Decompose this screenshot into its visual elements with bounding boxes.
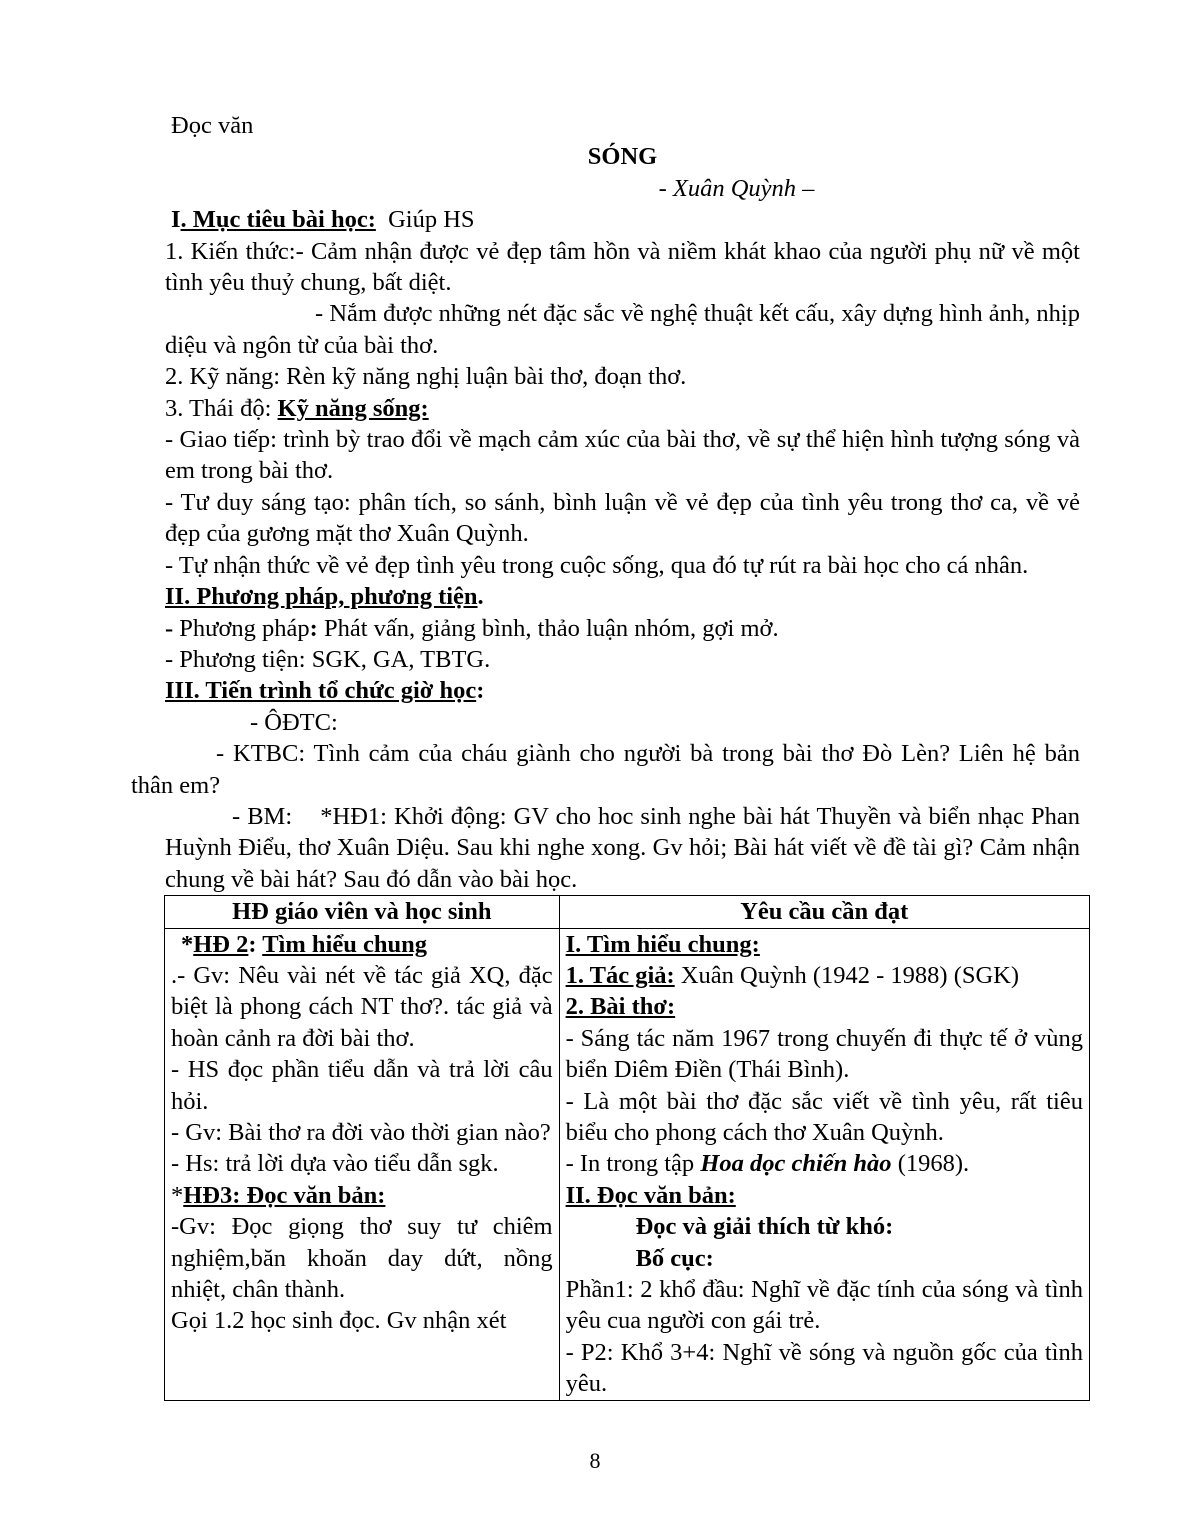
life-skill-self-awareness: - Tự nhận thức về vẻ đẹp tình yêu trong cuộc sống, qua đó tự rút ra bài học cho cá nhân. (165, 551, 1029, 579)
odtc-line: - ÔĐTC: (250, 708, 338, 736)
layout-subheading: Bố cục: (635, 1244, 714, 1272)
life-skill-creative-thinking: - Tư duy sáng tạo: phân tích, so sánh, bình luận về vẻ đẹp của tình yêu trong thơ ca, về vẻ đẹp của gương mặt thơ Xuân Quỳnh. (165, 488, 1080, 548)
section-1-heading: I. Mục tiêu bài học: Giúp HS (171, 206, 475, 234)
poem-author: - Xuân Quỳnh – (658, 174, 815, 202)
table-header-row (165, 896, 1090, 928)
requirement-line: - P2: Khổ 3+4: Nghĩ về sóng và nguồn gốc của tình yêu. (565, 1338, 1083, 1398)
activity-line: -Gv: Đọc giọng thơ suy tư chiêm nghiệm,băn khoăn day dứt, nồng nhiệt, chân thành. (171, 1213, 553, 1304)
ktbc-line: - KTBC: Tình cảm của cháu giành cho người bà trong bài thơ Đò Lèn? Liên hệ bản thân em? (131, 740, 1080, 799)
col-header-requirements: Yêu cầu cần đạt (559, 896, 1089, 928)
activity-table (164, 895, 1090, 1401)
requirements-cell (559, 928, 1089, 1400)
activity-line: Gọi 1.2 học sinh đọc. Gv nhận xét (171, 1307, 507, 1335)
bm-line: - BM: *HĐ1: Khởi động: GV cho hoc sinh nghe bài hát Thuyền và biển nhạc Phan Huỳnh Điểu, thơ Xuân Diệu. Sau khi nghe xong. Gv hỏi; Bài hát viết về đề tài gì? Cảm nhận chung về bài hát? Sau đó dẫn vào bài học. (165, 802, 1087, 893)
hd3-heading: *HĐ3: Đọc văn bản: (171, 1181, 386, 1209)
reading-heading: II. Đọc văn bản: (565, 1181, 736, 1209)
knowledge-objective: 1. Kiến thức:- Cảm nhận được vẻ đẹp tâm hồn và niềm khát khao của người phụ nữ về một tình yêu thuỷ chung, bất diệt. (165, 237, 1080, 297)
activity-line: - HS đọc phần tiểu dẫn và trả lời câu hỏi. (171, 1056, 553, 1115)
skill-objective: 2. Kỹ năng: Rèn kỹ năng nghị luận bài thơ, đoạn thơ. (165, 363, 687, 391)
col-header-activities: HĐ giáo viên và học sinh (165, 896, 560, 928)
activity-line: .- Gv: Nêu vài nét về tác giả XQ, đặc biệt là phong cách NT thơ?. tác giả và hoàn cảnh ra đời bài thơ. (171, 961, 553, 1052)
page-number: 8 (589, 1448, 601, 1473)
attitude-objective: 3. Thái độ: Kỹ năng sống: (165, 394, 429, 422)
means-line: - Phương tiện: SGK, GA, TBTG. (165, 645, 491, 673)
general-heading: I. Tìm hiểu chung: (565, 930, 760, 958)
requirement-line: - In trong tập Hoa dọc chiến hào (1968). (565, 1150, 970, 1178)
teacher-student-activities-cell (165, 928, 560, 1400)
subject-label: Đọc văn (171, 112, 254, 139)
reading-subheading: Đọc và giải thích từ khó: (635, 1213, 894, 1241)
activity-line: - Gv: Bài thơ ra đời vào thời gian nào? (171, 1119, 551, 1146)
poem-heading: 2. Bài thơ: (565, 993, 676, 1021)
life-skill-communication: - Giao tiếp: trình bỳ trao đổi về mạch cảm xúc của bài thơ, về sự thể hiện hình tượng sóng và em trong bài thơ. (165, 426, 1080, 485)
section-3-heading: III. Tiến trình tổ chức giờ học: (165, 677, 485, 705)
section-2-heading: II. Phương pháp, phương tiện. (165, 583, 484, 611)
knowledge-objective-2: - Nắm được những nét đặc sắc về nghệ thuật kết cấu, xây dựng hình ảnh, nhịp diệu và ngôn từ của bài thơ. (165, 300, 1080, 359)
requirement-line: Phần1: 2 khổ đầu: Nghĩ về đặc tính của sóng và tình yêu cua người con gái trẻ. (565, 1276, 1083, 1335)
requirement-line: - Sáng tác năm 1967 trong chuyến đi thực tế ở vùng biển Diêm Điền (Thái Bình). (565, 1024, 1083, 1084)
table-row (165, 928, 1090, 1400)
poem-title: SÓNG (587, 143, 658, 171)
method-line: - Phương pháp: Phát vấn, giảng bình, thảo luận nhóm, gợi mở. (165, 614, 779, 642)
author-line: 1. Tác giả: Xuân Quỳnh (1942 - 1988) (SGK) (565, 961, 1020, 989)
document-page (131, 110, 1087, 1401)
hd2-heading: *HĐ 2: Tìm hiểu chung (181, 930, 427, 958)
activity-line: - Hs: trả lời dựa vào tiểu dẫn sgk. (171, 1150, 499, 1178)
requirement-line: - Là một bài thơ đặc sắc viết về tình yêu, rất tiêu biểu cho phong cách thơ Xuân Quỳnh. (565, 1087, 1083, 1146)
